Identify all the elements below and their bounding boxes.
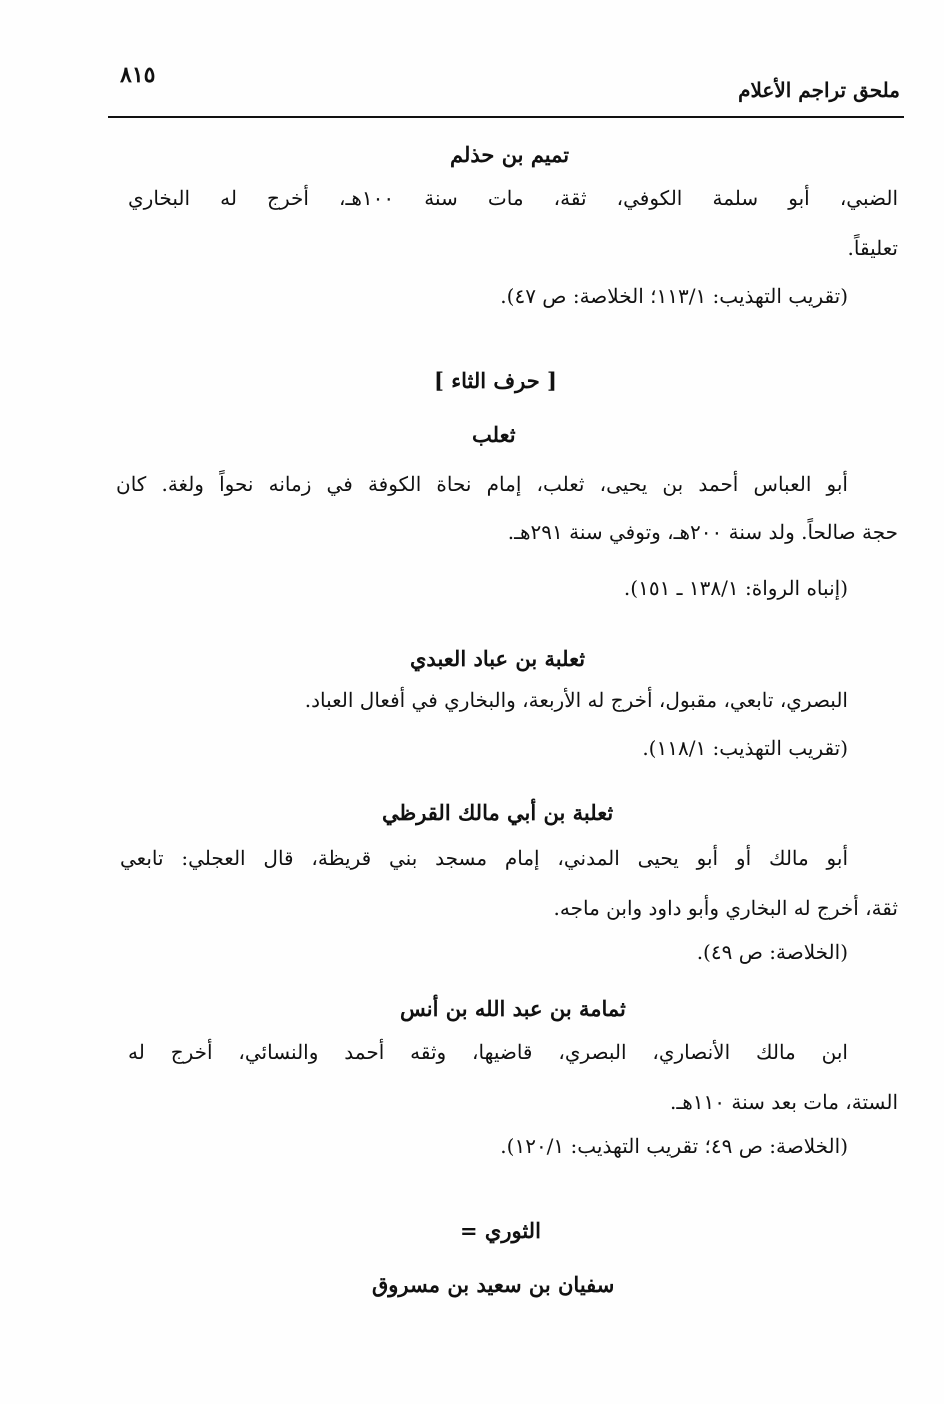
entry-title-thalab: ثعلب xyxy=(472,422,516,447)
entry-reference: (تقريب التهذيب: ١١٣/١؛ الخلاصة: ص ٤٧). xyxy=(500,284,848,308)
entry-title-thalaba-abbad: ثعلبة بن عباد العبدي xyxy=(410,646,586,671)
page-number: ٨١٥ xyxy=(120,62,156,88)
entry-text-line: الستة، مات بعد سنة ١١٠هـ. xyxy=(670,1090,898,1114)
cross-ref-title: الثوري = xyxy=(460,1218,541,1243)
entry-reference: (تقريب التهذيب: ١١٨/١). xyxy=(642,736,848,760)
section-heading: [ حرف الثاء ] xyxy=(434,368,557,393)
entry-text-line: أبو العباس أحمد بن يحيى، ثعلب، إمام نحاة الكوفة في زمانه نحواً ولغة. كان xyxy=(116,472,848,496)
entry-reference: (الخلاصة: ص ٤٩). xyxy=(696,940,848,964)
entry-title-tamim: تميم بن حذلم xyxy=(450,142,570,167)
entry-title-thalaba-qurazi: ثعلبة بن أبي مالك القرظي xyxy=(382,800,614,825)
entry-text-line: الضبي، أبو سلمة الكوفي، ثقة، مات سنة ١٠٠هـ، أخرج له البخاري xyxy=(128,186,899,210)
entry-text-line: تعليقاً. xyxy=(847,236,898,260)
entry-text-line: ابن مالك الأنصاري، البصري، قاضيها، وثقه أحمد والنسائي، أخرج له xyxy=(128,1040,848,1064)
running-head: ملحق تراجم الأعلام xyxy=(738,78,900,102)
entry-text-line: أبو مالك أو أبو يحيى المدني، إمام مسجد بني قريظة، قال العجلي: تابعي xyxy=(120,846,848,870)
entry-text-line: حجة صالحاً. ولد سنة ٢٠٠هـ، وتوفي سنة ٢٩١هـ. xyxy=(507,520,898,544)
entry-text-line: ثقة، أخرج له البخاري وأبو داود وابن ماجه. xyxy=(553,896,898,920)
entry-text-line: البصري، تابعي، مقبول، أخرج له الأربعة، والبخاري في أفعال العباد. xyxy=(304,688,848,712)
entry-title-thumama: ثمامة بن عبد الله بن أنس xyxy=(400,996,626,1021)
entry-reference: (الخلاصة: ص ٤٩؛ تقريب التهذيب: ١٢٠/١). xyxy=(500,1134,848,1158)
entry-reference: (إنباه الرواة: ١٣٨/١ ـ ١٥١). xyxy=(623,576,848,600)
header-rule xyxy=(108,116,904,118)
cross-ref-target: سفيان بن سعيد بن مسروق xyxy=(372,1272,615,1297)
